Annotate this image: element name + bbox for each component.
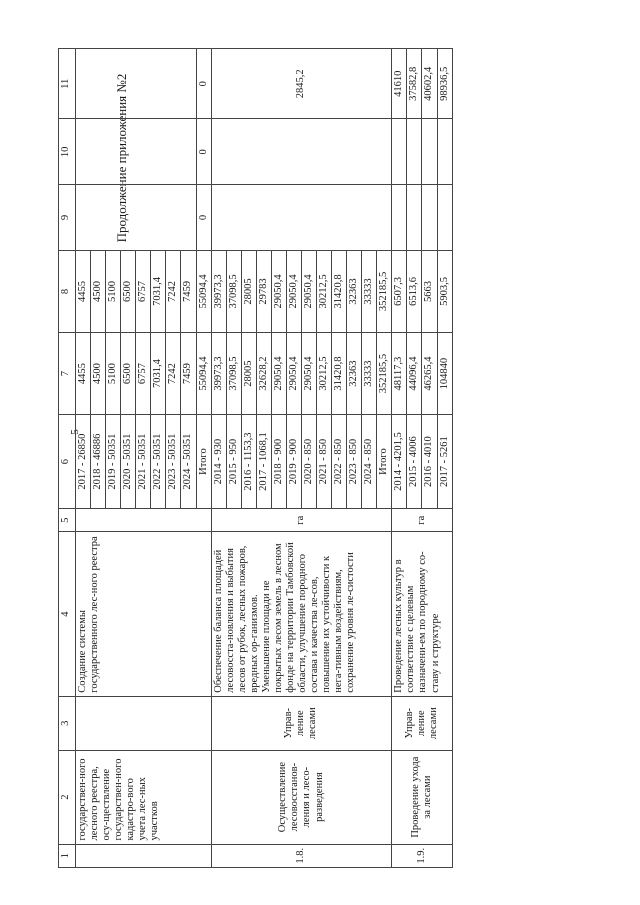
cell: [76, 844, 212, 867]
cell-range: 2015 - 4006: [407, 415, 422, 509]
cell-total: 55094,4: [196, 250, 211, 332]
cell-value: 31420,8: [332, 250, 347, 332]
cell-value: 29050,4: [286, 333, 301, 415]
cell-unit: га: [392, 509, 452, 532]
table-row: [76, 49, 91, 868]
cell-total: 352185,5: [377, 333, 392, 415]
cell-value: 98936,5: [437, 49, 452, 119]
cell-range: 2023 - 850: [347, 415, 362, 509]
cell-value: 4455: [76, 250, 91, 332]
cell-value: 4500: [91, 250, 106, 332]
cell-value: 28005: [241, 250, 256, 332]
cell: [76, 185, 197, 251]
cell-unit: га: [211, 509, 392, 532]
cell-range: 2017 - 1068,1: [256, 415, 271, 509]
cell-value: 6507,3: [392, 250, 407, 332]
cell: [392, 185, 407, 251]
cell-total: 0: [196, 185, 211, 251]
cell-executor: Управ-ление лесами: [392, 696, 452, 750]
cell-total: 0: [196, 49, 211, 119]
cell-total: 0: [196, 119, 211, 185]
col-5: 5: [59, 509, 76, 532]
cell-value: 29050,4: [301, 333, 316, 415]
cell-range: 2014 - 4201,5: [392, 415, 407, 509]
budget-table: [58, 48, 453, 868]
col-7: 7: [59, 333, 76, 415]
col-1: 1: [59, 844, 76, 867]
cell-number: 1.9.: [392, 844, 452, 867]
cell: [407, 119, 422, 185]
cell: [407, 185, 422, 251]
cell-value: 39973,3: [211, 333, 226, 415]
cell-description: Обеспечение баланса площадей лесовосста-новления и выбытия лесов от рубок, лесных пожаров, вредных ор-ганизмов. Уменьшение площади не покрытых лесом земель в лесном фонде на территории Тамбовской области, улучшение породного состава и качества ле-сов, повышение их устойчивости к нега-тивным воздействиям, сохранение уровня ле-систости: [211, 532, 392, 696]
cell-value: 30212,5: [317, 250, 332, 332]
cell-range: 2017 - 26850: [76, 415, 91, 509]
cell-value: 7242: [166, 250, 181, 332]
col-2: 2: [59, 750, 76, 844]
cell-range: 2017 - 5261: [437, 415, 452, 509]
cell-range: 2020 - 850: [301, 415, 316, 509]
cell-value: 28005: [241, 333, 256, 415]
cell-name: государствен-ного лесного реестра, осу-ществление государствен-ного кадастро-вого учета лес-ных участков: [76, 750, 212, 844]
cell: [437, 119, 452, 185]
cell-range: 2016 - 1153,3: [241, 415, 256, 509]
col-3: 3: [59, 696, 76, 750]
cell-name: Проведение ухода за лесами: [392, 750, 452, 844]
cell-value: 7459: [181, 333, 196, 415]
cell-value: 7031,4: [151, 250, 166, 332]
cell-value: 29050,4: [271, 250, 286, 332]
cell-value: 104840: [437, 333, 452, 415]
cell-value: 2845,2: [211, 49, 392, 119]
cell-range: 2024 - 850: [362, 415, 377, 509]
cell-value: 6757: [136, 333, 151, 415]
cell-total: 352185,5: [377, 250, 392, 332]
cell: [422, 119, 437, 185]
cell-value: 33333: [362, 250, 377, 332]
cell-range: 2020 - 50351: [121, 415, 136, 509]
cell-value: 37098,5: [226, 250, 241, 332]
cell-value: 5100: [106, 250, 121, 332]
cell-value: 40602,4: [422, 49, 437, 119]
cell-description: Проведение лесных культур в соответствие с целевым назначени-ем по породному со-ставу и структуре: [392, 532, 452, 696]
cell-value: 5903,5: [437, 250, 452, 332]
cell-value: 32363: [347, 333, 362, 415]
cell-range: 2018 - 46886: [91, 415, 106, 509]
cell-value: 37098,5: [226, 333, 241, 415]
cell-value: 6500: [121, 333, 136, 415]
cell-value: 39973,3: [211, 250, 226, 332]
cell: [76, 696, 212, 750]
cell-value: 31420,8: [332, 333, 347, 415]
cell-range: 2022 - 850: [332, 415, 347, 509]
cell-value: 41610: [392, 49, 407, 119]
cell-total: 55094,4: [196, 333, 211, 415]
cell-value: 29050,4: [286, 250, 301, 332]
cell-range: 2019 - 900: [286, 415, 301, 509]
cell: [76, 49, 197, 119]
col-9: 9: [59, 185, 76, 251]
cell-range: 2018 - 900: [271, 415, 286, 509]
cell: [392, 119, 407, 185]
cell-value: 29783: [256, 250, 271, 332]
cell-value: 6500: [121, 250, 136, 332]
cell: [76, 509, 212, 532]
cell-value: 5100: [106, 333, 121, 415]
cell-value: 4455: [76, 333, 91, 415]
cell-range: 2015 - 950: [226, 415, 241, 509]
col-8: 8: [59, 250, 76, 332]
cell: [422, 185, 437, 251]
cell: [211, 119, 392, 185]
cell-total-label: Итого: [377, 415, 392, 509]
cell-value: 7242: [166, 333, 181, 415]
column-number-row: [59, 49, 76, 868]
cell-value: 5663: [422, 250, 437, 332]
cell-value: 32363: [347, 250, 362, 332]
table-row: [211, 49, 226, 868]
page-number: 5: [68, 429, 81, 435]
cell-range: 2024 - 50351: [181, 415, 196, 509]
cell-name: Осуществление лесовосстанов-ления и лесо-разведения: [211, 750, 392, 844]
col-6: 6: [59, 415, 76, 509]
cell-value: 29050,4: [301, 250, 316, 332]
cell-value: 30212,5: [317, 333, 332, 415]
cell-range: 2014 - 930: [211, 415, 226, 509]
col-11: 11: [59, 49, 76, 119]
cell-range: 2021 - 50351: [136, 415, 151, 509]
cell-description: Создание системы государственного лес-ного реестра: [76, 532, 212, 696]
cell-value: 33333: [362, 333, 377, 415]
budget-table-wrap: [58, 48, 578, 868]
cell-value: 46265,4: [422, 333, 437, 415]
cell: [211, 185, 392, 251]
cell: [437, 185, 452, 251]
cell-value: 29050,4: [271, 333, 286, 415]
cell-value: 4500: [91, 333, 106, 415]
cell-range: 2023 - 50351: [166, 415, 181, 509]
cell-value: 6757: [136, 250, 151, 332]
cell-range: 2021 - 850: [317, 415, 332, 509]
cell-range: 2016 - 4010: [422, 415, 437, 509]
cell: [76, 119, 197, 185]
cell-value: 44096,4: [407, 333, 422, 415]
cell-executor: Управ-ление лесами: [211, 696, 392, 750]
cell-value: 48117,3: [392, 333, 407, 415]
cell-value: 32628,2: [256, 333, 271, 415]
cell-range: 2019 - 50351: [106, 415, 121, 509]
cell-total-label: Итого: [196, 415, 211, 509]
table-row: [392, 49, 407, 868]
continuation-title: Продолжение приложения №2: [114, 73, 129, 243]
cell-range: 2022 - 50351: [151, 415, 166, 509]
cell-value: 7459: [181, 250, 196, 332]
cell-number: 1.8.: [211, 844, 392, 867]
col-10: 10: [59, 119, 76, 185]
cell-value: 7031,4: [151, 333, 166, 415]
cell-value: 37582,8: [407, 49, 422, 119]
col-4: 4: [59, 532, 76, 696]
cell-value: 6513,6: [407, 250, 422, 332]
